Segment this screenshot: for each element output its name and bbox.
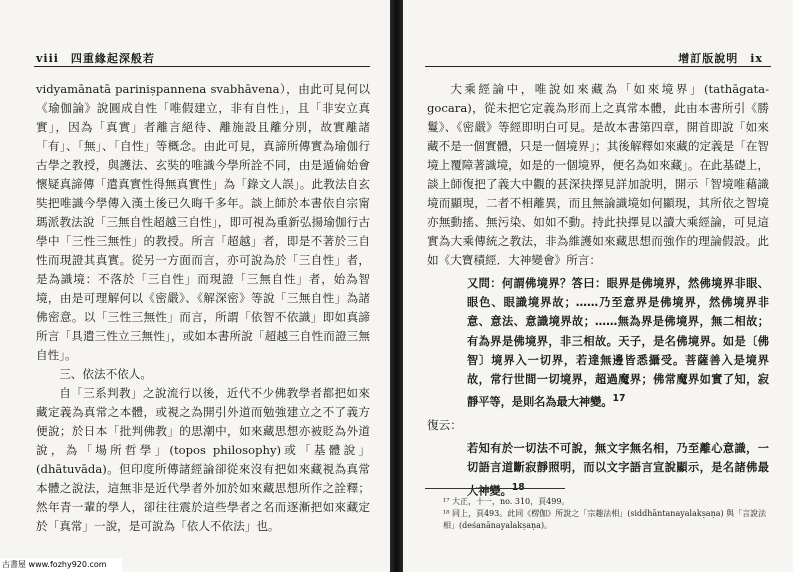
- section-paragraph: 自「三系判教」之說流行以後，近代不少佛教學者都把如來藏定義為真常之本體，或視之為開引外道而勉強建立之不了義方便說；於日本「批判佛教」的思潮中，如來藏思想亦被貶為外道說，為「場所哲學」(topos philosophy)或「基體說」(dhātuvāda)。但印度所傳諸經論卻從來沒有把如來藏視為真常本體之說法，這無非是近代學者外加於如來藏思想所作之詮釋；然年青一輩的學人，卻往往震於這些學者之名而逐漸把如來藏定於「真常」一說，是可說為「依人不依法」也。: [36, 386, 370, 533]
- right-running-header: 增訂版說明 ix: [678, 52, 763, 65]
- footnote-ref-18: 18: [511, 481, 525, 493]
- right-page: [403, 0, 793, 572]
- footnote-rule: [425, 488, 565, 489]
- book-gutter: [390, 0, 403, 572]
- right-header-rule: [425, 66, 771, 67]
- left-running-header: viii 四重緣起深般若: [36, 52, 155, 65]
- right-body-text: [427, 80, 769, 505]
- watermark-url: 古書屋 www.fozhy920.com: [0, 558, 122, 572]
- section-title: 三、依法不依人。: [59, 367, 152, 381]
- quote-2-text: 若知有於一切法不可說，無文字無名相，乃至離心意識，一切語言道斷寂靜照明，而以文字語言宣說顯示，是名諸佛最大神變。: [467, 442, 769, 498]
- quote-1-text: 又問：何謂佛境界？答曰：眼界是佛境界，然佛境界非眼、眼色、眼識境界故；……乃至意界是佛境界，然佛境界非意、意法、意識境界故；……無為界是佛境界，無二相故；有為界是佛境界，非三相故。天子，是名佛境界。如是〔佛智〕境界入一切界，若達無邊皆悉攝受。菩薩善入是境界故，常行世間一切境界，超過魔界；佛常魔界如實了知，寂靜平等，是則名為最大神變。: [467, 277, 769, 409]
- footnote-ref-17: 17: [612, 393, 626, 405]
- footnotes: [443, 496, 769, 532]
- footnote-18: ¹⁸ 同上，頁493。此同《楞伽》所說之「宗趣法相」(siddhāntanayalakṣaṇa) 與「言說法相」(deśanānayalakṣaṇa)。: [443, 509, 767, 530]
- left-page: [0, 0, 390, 572]
- quote-block-2: [467, 439, 769, 500]
- fuyun-label: 復云：: [427, 418, 462, 433]
- right-paragraph: 大乘經論中，唯說如來藏為「如來境界」(tathāgata-gocara)，從未把它定義為形而上之真常本體，此由本書所引《勝鬘》、《密嚴》等經即明白可見。是故本書第四章，開首即說「如來藏不是一個實體，只是一個境界」；其後解釋如來藏的定義是「在智境上覆障著識境，如是的一個境界，便名為如來藏」。在此基礎上，談上師復把了義大中觀的甚深抉擇見詳加說明，開示「智境唯藉識境而顯現，二者不相離異，而且無論識境如何顯現，其所依之智境亦無動搖、無污染、如如不動。持此抉擇見以讀大乘經論，可見這實為大乘傳統之教法，非為維護如來藏思想而強作的理論假設。此如《大寶積經．大神變會》所言：: [427, 82, 770, 267]
- footnote-17: ¹⁷ 大正，十一，no. 310，頁499。: [443, 497, 570, 506]
- left-paragraph: vidyamānatā pariniṣpannena svabhāvena），由此可見何以《瑜伽論》說圓成自性「唯假建立，非有自性」，且「非安立真實」，因為「真實」者離言絕待、離施設且離分別，故實離諸「有」、「無」、「自性」等概念。由此可見，真諦所傳實為瑜伽行古學之教授，與護法、玄奘的唯識今學所詮不同，由是遁倫始會懷疑真諦傳「遣真實性得無真實性」為「錄文人誤」。此教法自玄奘把唯識今學傳入漢土後已久晦千多年。談上師於本書依自宗甯瑪派教法說「三無自性超越三自性」，即可視為重新弘揚瑜伽行古學中「三性三無性」的教授。所言「超越」者，即是不著於三自性而現證其真實。從另一方面而言，亦可說為於「三自性」者，是為識境：不落於「三自性」而現證「三無自性」者，始為智境，由是可理解何以《密嚴》、《解深密》等說「三無自性」為諸佛密意。以「三性三無性」而言，所謂「依智不依識」即如真諦所言「具遣三性立三無性」，或如本書所說「超越三自性而證三無自性」。: [36, 82, 370, 362]
- left-header-rule: [34, 66, 370, 67]
- left-body-text: [36, 80, 370, 536]
- quote-block-1: [467, 274, 769, 412]
